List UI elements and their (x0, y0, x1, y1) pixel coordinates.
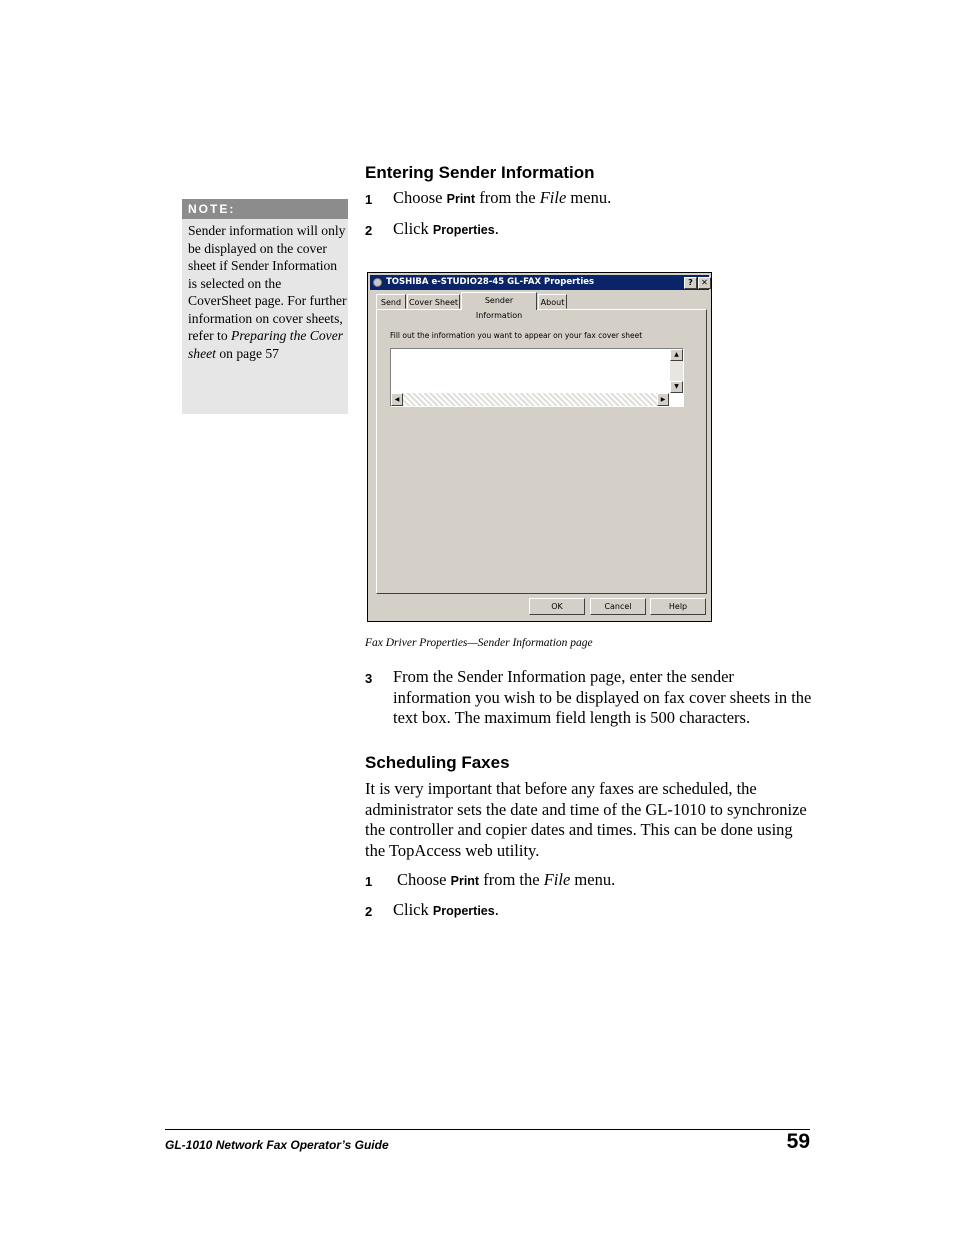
note-text-part1: Sender information will only be displayed on the cover sheet if Sender Information is selected on the CoverSheet page. For further information on cover sheets, refer to (188, 223, 347, 343)
step-number: 3 (365, 671, 373, 686)
close-button[interactable]: ✕ (698, 277, 711, 289)
menu-item-print: Print (450, 874, 480, 888)
step-text (393, 188, 611, 210)
fax-properties-dialog (367, 272, 712, 622)
footer-title: GL-1010 Network Fax Operator’s Guide (165, 1138, 389, 1152)
menu-item-properties: Properties (432, 904, 495, 918)
dialog-titlebar (370, 275, 709, 290)
step-text-part: Click (393, 900, 433, 919)
note-text-part2: on page 57 (215, 345, 279, 361)
step-text-part: menu. (566, 188, 612, 207)
scroll-up-arrow-icon[interactable]: ▲ (670, 349, 683, 361)
step-text: From the Sender Information page, enter the sender information you wish to be displayed on fax cover sheets in the text box. The maximum field length is 500 characters. (393, 667, 812, 727)
cancel-button[interactable]: Cancel (590, 598, 646, 615)
step-number: 1 (365, 874, 373, 889)
section-heading-scheduling: Scheduling Faxes (365, 753, 510, 772)
tab-send[interactable]: Send (376, 294, 406, 309)
step-text-part: Choose (393, 188, 447, 207)
dialog-title: TOSHIBA e-STUDIO28-45 GL-FAX Properties (386, 277, 595, 287)
step-text-part: Choose (397, 870, 451, 889)
note-text (188, 222, 348, 362)
scroll-left-arrow-icon[interactable]: ◀ (391, 393, 403, 406)
tab-sender-information[interactable]: Sender Information (461, 292, 537, 310)
step-text (393, 900, 499, 922)
sender-info-textbox[interactable] (390, 348, 684, 407)
step-number: 1 (365, 192, 373, 207)
footer-rule (165, 1129, 810, 1130)
step-text (397, 870, 615, 892)
help-button[interactable]: ? (684, 277, 697, 289)
step-text-part: from the (475, 188, 540, 207)
menu-item-print: Print (446, 192, 476, 206)
scheduling-paragraph: It is very important that before any faxes are scheduled, the administrator sets the date and time of the GL-1010 to synchronize the controller and copier dates and times. This can be done using the TopAccess web utility. (365, 779, 807, 860)
ok-button[interactable]: OK (529, 598, 585, 615)
printer-icon (373, 278, 382, 287)
step-number: 2 (365, 223, 373, 238)
menu-name-file: File (543, 870, 571, 889)
instruction-label: Fill out the information you want to appear on your fax cover sheet (390, 331, 643, 340)
step-number: 2 (365, 904, 373, 919)
scroll-down-arrow-icon[interactable]: ▼ (670, 381, 683, 393)
note-heading: NOTE: (182, 199, 348, 219)
step-text-part: from the (479, 870, 544, 889)
help-dialog-button[interactable]: Help (650, 598, 706, 615)
step-text-part: . (494, 219, 499, 238)
horizontal-scrollbar[interactable] (391, 393, 669, 406)
page-number: 59 (786, 1130, 810, 1153)
note-cross-reference: Preparing the Cover sheet (188, 328, 344, 361)
scroll-right-arrow-icon[interactable]: ▶ (657, 393, 669, 406)
step-text-part: . (494, 900, 499, 919)
figure-caption: Fax Driver Properties—Sender Information page (365, 637, 593, 649)
note-box (182, 199, 348, 414)
vertical-scrollbar[interactable] (670, 349, 683, 393)
step-text-part: Click (393, 219, 433, 238)
menu-item-properties: Properties (432, 223, 495, 237)
section-heading-sender-info: Entering Sender Information (365, 163, 595, 182)
menu-name-file: File (539, 188, 567, 207)
step-text (393, 219, 499, 241)
tab-about[interactable]: About (538, 294, 567, 309)
step-text-part: menu. (570, 870, 616, 889)
tab-cover-sheet[interactable]: Cover Sheet (407, 294, 460, 309)
